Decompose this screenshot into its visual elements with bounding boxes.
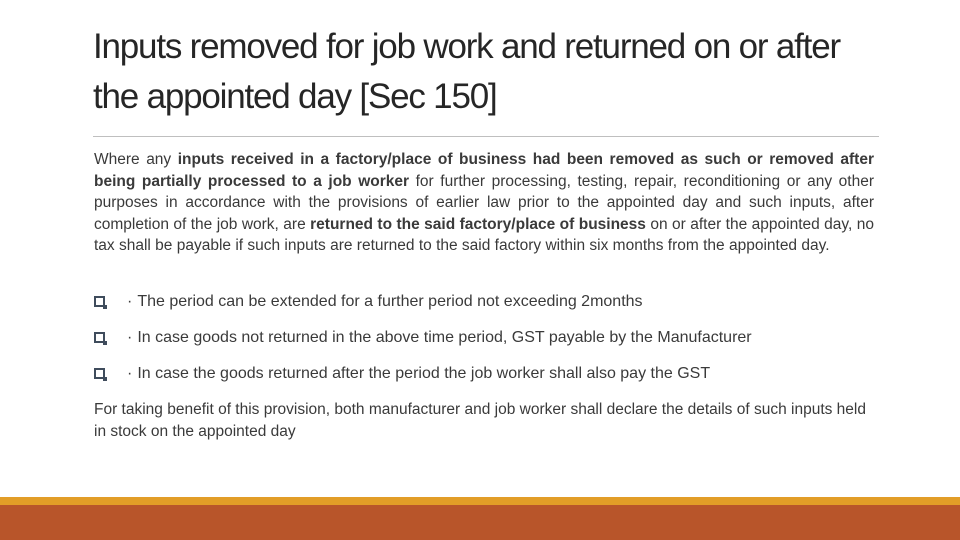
bullet-marker: · [127,293,133,310]
paragraph-segment: on or after the appointed day, no tax shall be payable if such inputs are returned to the said factory within six months from the appointed day. [94,215,874,254]
main-paragraph [94,149,874,257]
bullet-text: In case the goods returned after the period the job worker shall also pay the GST [137,365,711,382]
bullet-marker: · [127,365,133,382]
bullet-text: The period can be extended for a further period not exceeding 2months [137,293,643,310]
bullet-item [94,328,874,348]
title-divider [93,136,879,137]
bullet-marker: · [127,329,133,346]
checkbox-square-icon [94,296,105,307]
checkbox-square-icon [94,332,105,343]
paragraph-segment: Where any [94,151,178,168]
slide-title: Inputs removed for job work and returned on or after the appointed day [Sec 150] [93,27,840,116]
paragraph-segment-bold: inputs received in a factory/place of business had been removed as such or removed after being partially processed to a job worker [94,151,874,190]
bullet-item [94,292,874,312]
footer-accent-strip [0,497,960,505]
checkbox-square-icon [94,368,105,379]
closing-paragraph: For taking benefit of this provision, both manufacturer and job worker shall declare the details of such inputs held in stock on the appointed day [94,401,866,440]
paragraph-segment: for further processing, testing, repair, reconditioning or any other purposes in accordance with the provisions of earlier law prior to the appointed day and such inputs, after completion of the job work, are [94,172,874,233]
bullet-text: In case goods not returned in the above time period, GST payable by the Manufacturer [137,329,752,346]
paragraph-segment-bold: returned to the said factory/place of business [310,215,646,233]
bullet-item [94,364,874,384]
